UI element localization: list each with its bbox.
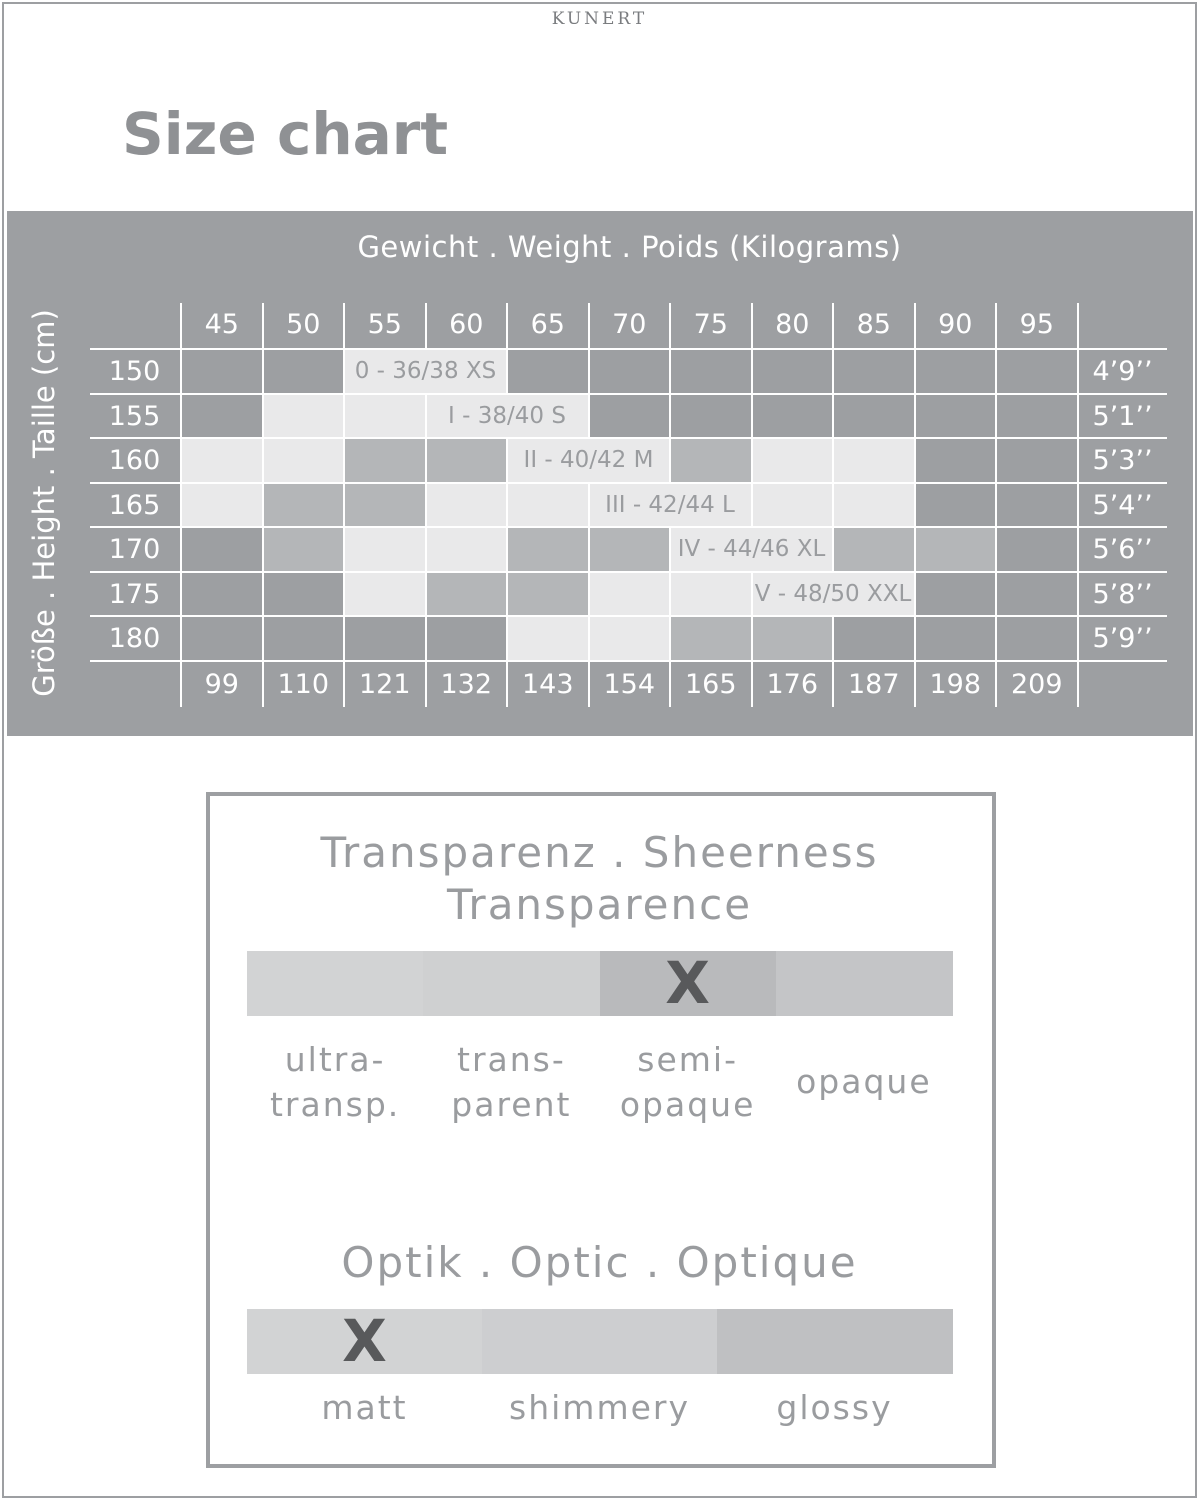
weight-lb-label: 154 <box>603 668 656 700</box>
sheerness-segment <box>247 951 424 1016</box>
weight-kg-label: 85 <box>856 309 891 340</box>
weight-kg-label: 90 <box>938 309 973 340</box>
grid-line <box>344 348 507 350</box>
weight-lb-label: 187 <box>847 668 900 700</box>
grid-cell <box>589 394 671 439</box>
grid-cell <box>915 394 997 439</box>
height-cm-label: 165 <box>108 489 161 521</box>
grid-cell <box>181 349 263 394</box>
height-ft-label: 5’9’’ <box>1092 623 1153 654</box>
height-cm-label: 155 <box>108 400 161 432</box>
grid-cell <box>507 616 589 661</box>
grid-cell <box>507 572 589 617</box>
grid-line <box>506 438 508 483</box>
weight-lb-label: 198 <box>929 668 982 700</box>
grid-line <box>914 303 916 707</box>
size-label: II - 40/42 M <box>523 447 654 473</box>
grid-line <box>832 527 834 572</box>
weight-kg-label: 70 <box>612 309 647 340</box>
grid-cell <box>670 438 752 483</box>
grid-line <box>1077 303 1079 707</box>
weight-lb-label: 176 <box>766 668 819 700</box>
grid-cell <box>996 572 1078 617</box>
grid-line <box>90 571 1167 573</box>
grid-cell <box>344 616 426 661</box>
grid-line <box>751 483 753 528</box>
grid-cell <box>915 527 997 572</box>
size-label: V - 48/50 XXL <box>754 580 912 607</box>
grid-cell <box>181 616 263 661</box>
page-title: Size chart <box>122 100 449 168</box>
grid-cell <box>833 349 915 394</box>
optic-scale <box>247 1309 952 1374</box>
grid-cell <box>507 483 589 528</box>
grid-cell <box>507 349 589 394</box>
grid-cell <box>263 527 345 572</box>
grid-line <box>180 303 182 707</box>
grid-cell <box>915 616 997 661</box>
grid-cell <box>996 394 1078 439</box>
grid-cell <box>344 438 426 483</box>
sheerness-segment <box>423 951 600 1016</box>
grid-cell <box>426 527 508 572</box>
weight-lb-label: 143 <box>521 668 574 700</box>
grid-cell <box>426 572 508 617</box>
sheerness-segment <box>776 951 953 1016</box>
optic-title: Optik . Optic . Optique <box>341 1238 858 1287</box>
grid-cell <box>670 572 752 617</box>
grid-cell <box>915 438 997 483</box>
weight-kg-label: 55 <box>367 309 402 340</box>
grid-cell <box>996 616 1078 661</box>
height-cm-label: 170 <box>108 534 161 565</box>
height-ft-label: 5’6’’ <box>1092 534 1153 565</box>
grid-cell <box>181 572 263 617</box>
grid-cell <box>833 438 915 483</box>
grid-line <box>832 303 834 707</box>
weight-kg-label: 65 <box>530 309 565 340</box>
grid-line <box>914 572 916 617</box>
grid-line <box>752 615 915 617</box>
grid-line <box>343 349 345 394</box>
grid-cell <box>833 616 915 661</box>
grid-cell <box>344 483 426 528</box>
grid-cell <box>752 349 834 394</box>
grid-cell <box>181 527 263 572</box>
grid-line <box>507 437 670 439</box>
height-cm-label: 180 <box>108 623 161 654</box>
weight-kg-label: 75 <box>693 309 728 340</box>
grid-line <box>588 483 590 528</box>
grid-cell <box>833 394 915 439</box>
grid-cell <box>915 349 997 394</box>
grid-line <box>995 303 997 707</box>
weight-lb-label: 132 <box>440 668 493 700</box>
grid-cell <box>426 616 508 661</box>
height-axis-title: Größe . Height . Taille (cm) <box>27 309 61 697</box>
grid-cell <box>344 394 426 439</box>
grid-line <box>669 527 671 572</box>
weight-kg-label: 45 <box>204 309 239 340</box>
grid-line <box>90 348 1167 350</box>
grid-cell <box>996 349 1078 394</box>
grid-line <box>670 526 833 528</box>
grid-line <box>90 393 1167 395</box>
optic-segment-label: shimmery <box>509 1388 690 1427</box>
grid-cell <box>263 572 345 617</box>
grid-cell <box>507 527 589 572</box>
grid-cell <box>426 483 508 528</box>
optic-segment <box>717 1309 953 1374</box>
size-label: I - 38/40 S <box>448 402 566 429</box>
grid-line <box>588 394 590 439</box>
grid-cell <box>833 483 915 528</box>
grid-cell <box>263 394 345 439</box>
grid-cell <box>589 349 671 394</box>
weight-lb-label: 99 <box>204 668 239 700</box>
grid-cell <box>181 394 263 439</box>
grid-cell <box>589 527 671 572</box>
grid-line <box>425 394 427 439</box>
sheerness-title-line2: Transparence <box>446 880 753 929</box>
grid-cell <box>915 483 997 528</box>
weight-kg-label: 95 <box>1019 309 1054 340</box>
size-label: IV - 44/46 XL <box>677 536 826 562</box>
sheerness-selected-mark: X <box>665 949 710 1017</box>
grid-line <box>426 393 589 395</box>
grid-cell <box>670 616 752 661</box>
grid-cell <box>996 438 1078 483</box>
weight-lb-label: 121 <box>358 668 411 700</box>
grid-line <box>506 349 508 394</box>
grid-cell <box>181 438 263 483</box>
optic-segment-label: glossy <box>776 1388 893 1427</box>
optic-selected-mark: X <box>342 1307 387 1375</box>
optic-segment-label: matt <box>321 1388 408 1427</box>
grid-line <box>752 571 915 573</box>
height-ft-label: 5’8’’ <box>1092 578 1153 610</box>
grid-cell <box>344 572 426 617</box>
height-cm-label: 160 <box>108 445 161 476</box>
optic-segment <box>482 1309 718 1374</box>
grid-cell <box>263 349 345 394</box>
grid-cell <box>915 572 997 617</box>
height-ft-label: 4’9’’ <box>1092 356 1153 387</box>
grid-cell <box>589 572 671 617</box>
grid-line <box>90 660 1167 662</box>
grid-cell <box>996 483 1078 528</box>
grid-line <box>669 438 671 483</box>
sheerness-segment-label: opaque <box>796 1062 932 1101</box>
grid-cell <box>344 527 426 572</box>
height-ft-label: 5’3’’ <box>1092 445 1153 476</box>
grid-cell <box>996 527 1078 572</box>
weight-kg-label: 60 <box>449 309 484 340</box>
weight-lb-label: 165 <box>684 668 737 700</box>
grid-cell <box>752 616 834 661</box>
weight-axis-title: Gewicht . Weight . Poids (Kilograms) <box>357 230 902 264</box>
sheerness-title-line1: Transparenz . Sheerness <box>320 828 879 877</box>
grid-cell <box>752 438 834 483</box>
size-label: 0 - 36/38 XS <box>354 358 497 384</box>
sheerness-segment-label: trans- parent <box>451 1040 572 1124</box>
grid-cell <box>263 616 345 661</box>
weight-lb-label: 110 <box>277 668 330 700</box>
height-ft-label: 5’4’’ <box>1092 489 1153 521</box>
grid-cell <box>181 483 263 528</box>
weight-kg-label: 80 <box>775 309 810 340</box>
grid-cell <box>670 349 752 394</box>
grid-line <box>90 615 1167 617</box>
height-ft-label: 5’1’’ <box>1092 400 1153 432</box>
grid-cell <box>752 483 834 528</box>
height-cm-label: 150 <box>108 356 161 387</box>
grid-cell <box>670 394 752 439</box>
grid-cell <box>752 394 834 439</box>
grid-cell <box>263 483 345 528</box>
weight-kg-label: 50 <box>286 309 321 340</box>
size-label: III - 42/44 L <box>605 491 735 518</box>
sheerness-segment-label: ultra- transp. <box>269 1040 401 1124</box>
grid-line <box>589 482 752 484</box>
grid-line <box>262 303 264 707</box>
brand-logo: KUNERT <box>551 9 648 29</box>
grid-cell <box>589 616 671 661</box>
sheerness-scale <box>247 951 952 1016</box>
grid-line <box>751 572 753 617</box>
weight-lb-label: 209 <box>1010 668 1063 700</box>
grid-cell <box>833 527 915 572</box>
grid-cell <box>263 438 345 483</box>
grid-cell <box>426 438 508 483</box>
height-cm-label: 175 <box>108 578 161 610</box>
sheerness-segment-label: semi- opaque <box>619 1040 756 1124</box>
